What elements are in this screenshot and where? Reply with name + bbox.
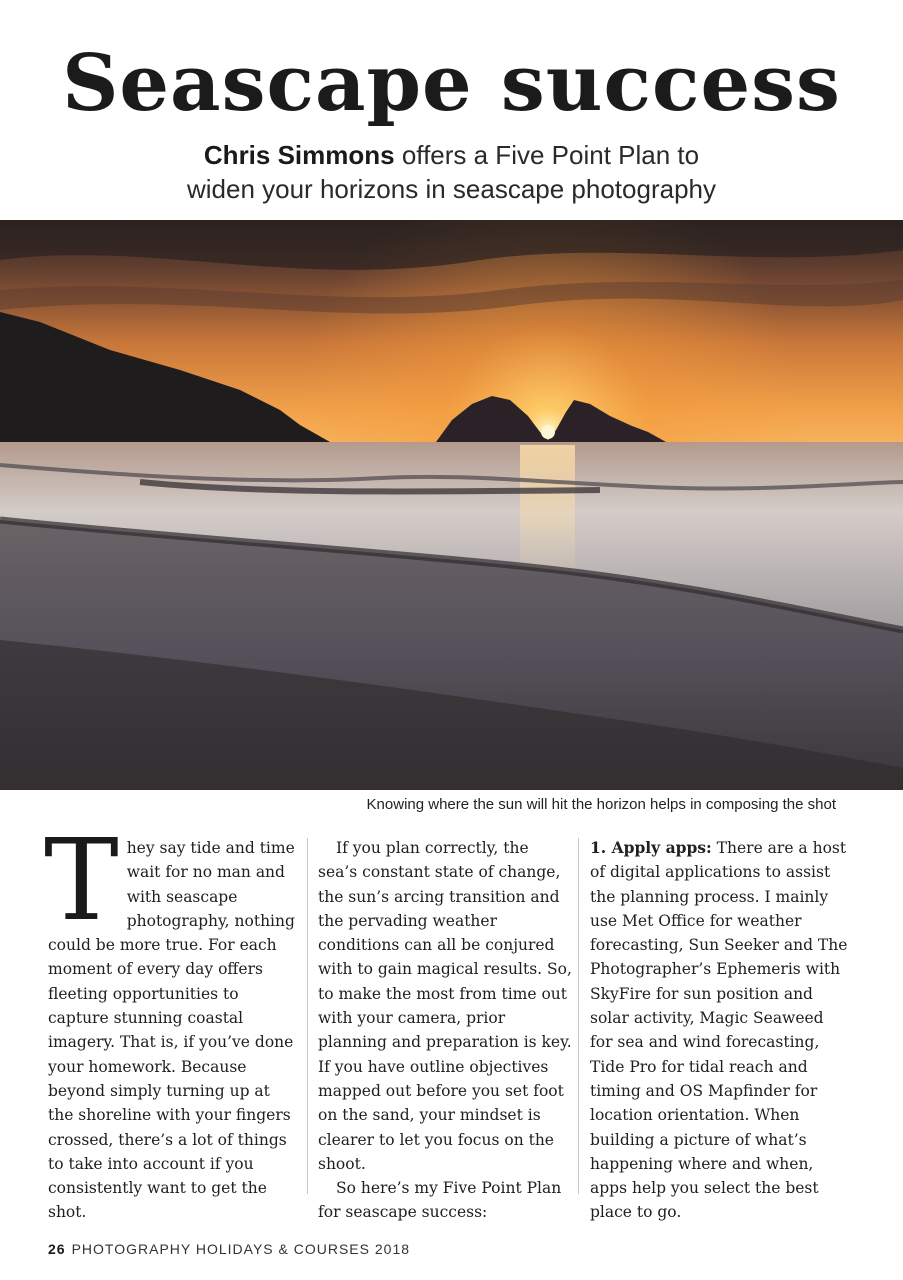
standfirst-line-1-rest: offers a Five Point Plan to [394,140,700,170]
seascape-photo [0,220,903,790]
standfirst-line-2: widen your horizons in seascape photography [186,174,716,204]
page-footer [48,1241,410,1257]
column-divider-2 [578,838,579,1194]
standfirst-line-1 [0,138,903,172]
apply-apps-text: There are a host of digital applications to assist the planning process. I mainly use Met Office for weather forecasting, Sun Seeker and The Photographer’s Ephemeris with SkyFire for sun position and solar activity, Magic Seaweed for sea and wind forecasting, Tide Pro for tidal reach and timing and OS Mapfinder for location orientation. When building a picture of what’s happening where and when, apps help you select the best place to go. [590,839,848,1222]
article-title: Seascape success [62,38,841,129]
intro-paragraph [44,816,296,1225]
body-column-2 [318,836,572,1225]
sunset-beach-image [0,220,903,790]
intro-text: hey say tide and time wait for no man and with seascape photography, nothing could be more true. For each moment of every day offers fleeting opportunities to capture stunning coastal imagery. That is, if you’ve done your homework. Because beyond simply turning up at the shoreline with your fingers crossed, there’s a lot of things to take into account if you consistently want to get the shot. [48,839,295,1222]
photo-caption: Knowing where the sun will hit the horizon helps in composing the shot [366,796,836,813]
paragraph-plan-intro: So here’s my Five Point Plan for seascape success: [318,1179,562,1222]
body-column-1 [44,816,296,1225]
body-column-3 [590,836,850,1225]
column-divider-1 [307,838,308,1194]
publication-name: PHOTOGRAPHY HOLIDAYS & COURSES 2018 [71,1241,411,1257]
page-number: 26 [48,1241,66,1257]
author-name: Chris Simmons [203,140,395,170]
paragraph-apply-apps [590,836,850,1225]
subheading-apply-apps: 1. Apply apps: [590,838,712,857]
standfirst [0,138,903,206]
drop-cap: T [44,816,119,946]
paragraph-planning: If you plan correctly, the sea’s constant state of change, the sun’s arcing transition and the pervading weather conditions can all be conjured with to gain magical results. So, to make the most from time out with your camera, prior planning and preparation is key. If you have outline objectives mapped out before you set foot on the sand, your mindset is clearer to let you focus on the shoot. [318,839,572,1173]
